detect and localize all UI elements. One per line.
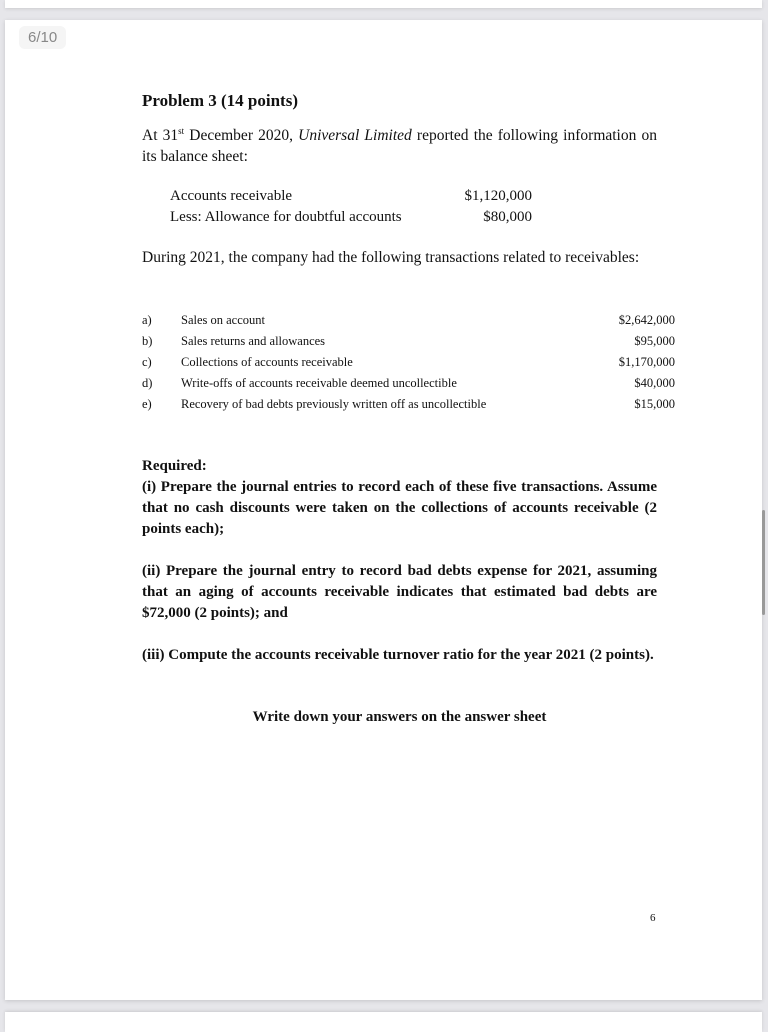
transaction-desc: Recovery of bad debts previously written off as uncollectible [181,397,487,411]
requirement-1: (i) Prepare the journal entries to record each of these five transactions. Assume that no cash discounts were taken on the collections of accounts receivable (2 points each); [142,479,657,537]
intro-sup: st [178,126,185,136]
transaction-desc: Sales on account [181,313,266,327]
intro-text: December 2020, [184,127,299,145]
transaction-letter: c) [142,355,152,369]
requirement-2: (ii) Prepare the journal entry to record bad debts expense for 2021, assuming that an aging of accounts receivable indicates that estimated bad debts are $72,000 (2 points); and [142,563,657,621]
transaction-value: $95,000 [634,334,675,348]
transaction-row [142,394,675,415]
transaction-desc: Write-offs of accounts receivable deemed uncollectible [181,376,457,390]
balance-label: Less: Allowance for doubtful accounts [170,209,402,225]
page-number: 6 [650,912,656,924]
balance-label: Accounts receivable [170,188,293,204]
pdf-page [5,20,762,1000]
transaction-desc: Collections of accounts receivable [181,355,353,369]
problem-title: Problem 3 (14 points) [142,91,298,110]
transaction-value: $15,000 [634,397,675,411]
balance-sheet [170,186,532,228]
transaction-letter: a) [142,313,152,327]
balance-value: $1,120,000 [464,188,532,204]
previous-page [5,0,762,8]
transaction-letter: d) [142,376,153,390]
required-label: Required: [142,458,207,474]
instruction: Write down your answers on the answer sheet [252,709,547,725]
transaction-letter: b) [142,334,153,348]
balance-row [170,207,532,228]
transaction-value: $2,642,000 [618,313,675,327]
transaction-row [142,331,675,352]
transaction-value: $40,000 [634,376,675,390]
during-paragraph: During 2021, the company had the following transactions related to receivables: [142,249,640,266]
transaction-desc: Sales returns and allowances [181,334,326,348]
transaction-row [142,310,675,331]
scrollbar[interactable] [762,510,765,615]
balance-row [170,186,532,207]
transaction-value: $1,170,000 [618,355,675,369]
balance-value: $80,000 [483,209,532,225]
requirement-3: (iii) Compute the accounts receivable turnover ratio for the year 2021 (2 points). [142,647,654,663]
transaction-letter: e) [142,397,152,411]
page-indicator: 6/10 [19,26,66,49]
transactions-list [142,310,675,415]
next-page [5,1012,762,1032]
intro-text: reported the following information on its balance sheet: [142,127,658,166]
intro-paragraph [142,121,657,167]
intro-text: At 31 [142,127,179,145]
transaction-row [142,352,675,373]
company-name: Universal Limited [298,127,412,145]
transaction-row [142,373,675,394]
